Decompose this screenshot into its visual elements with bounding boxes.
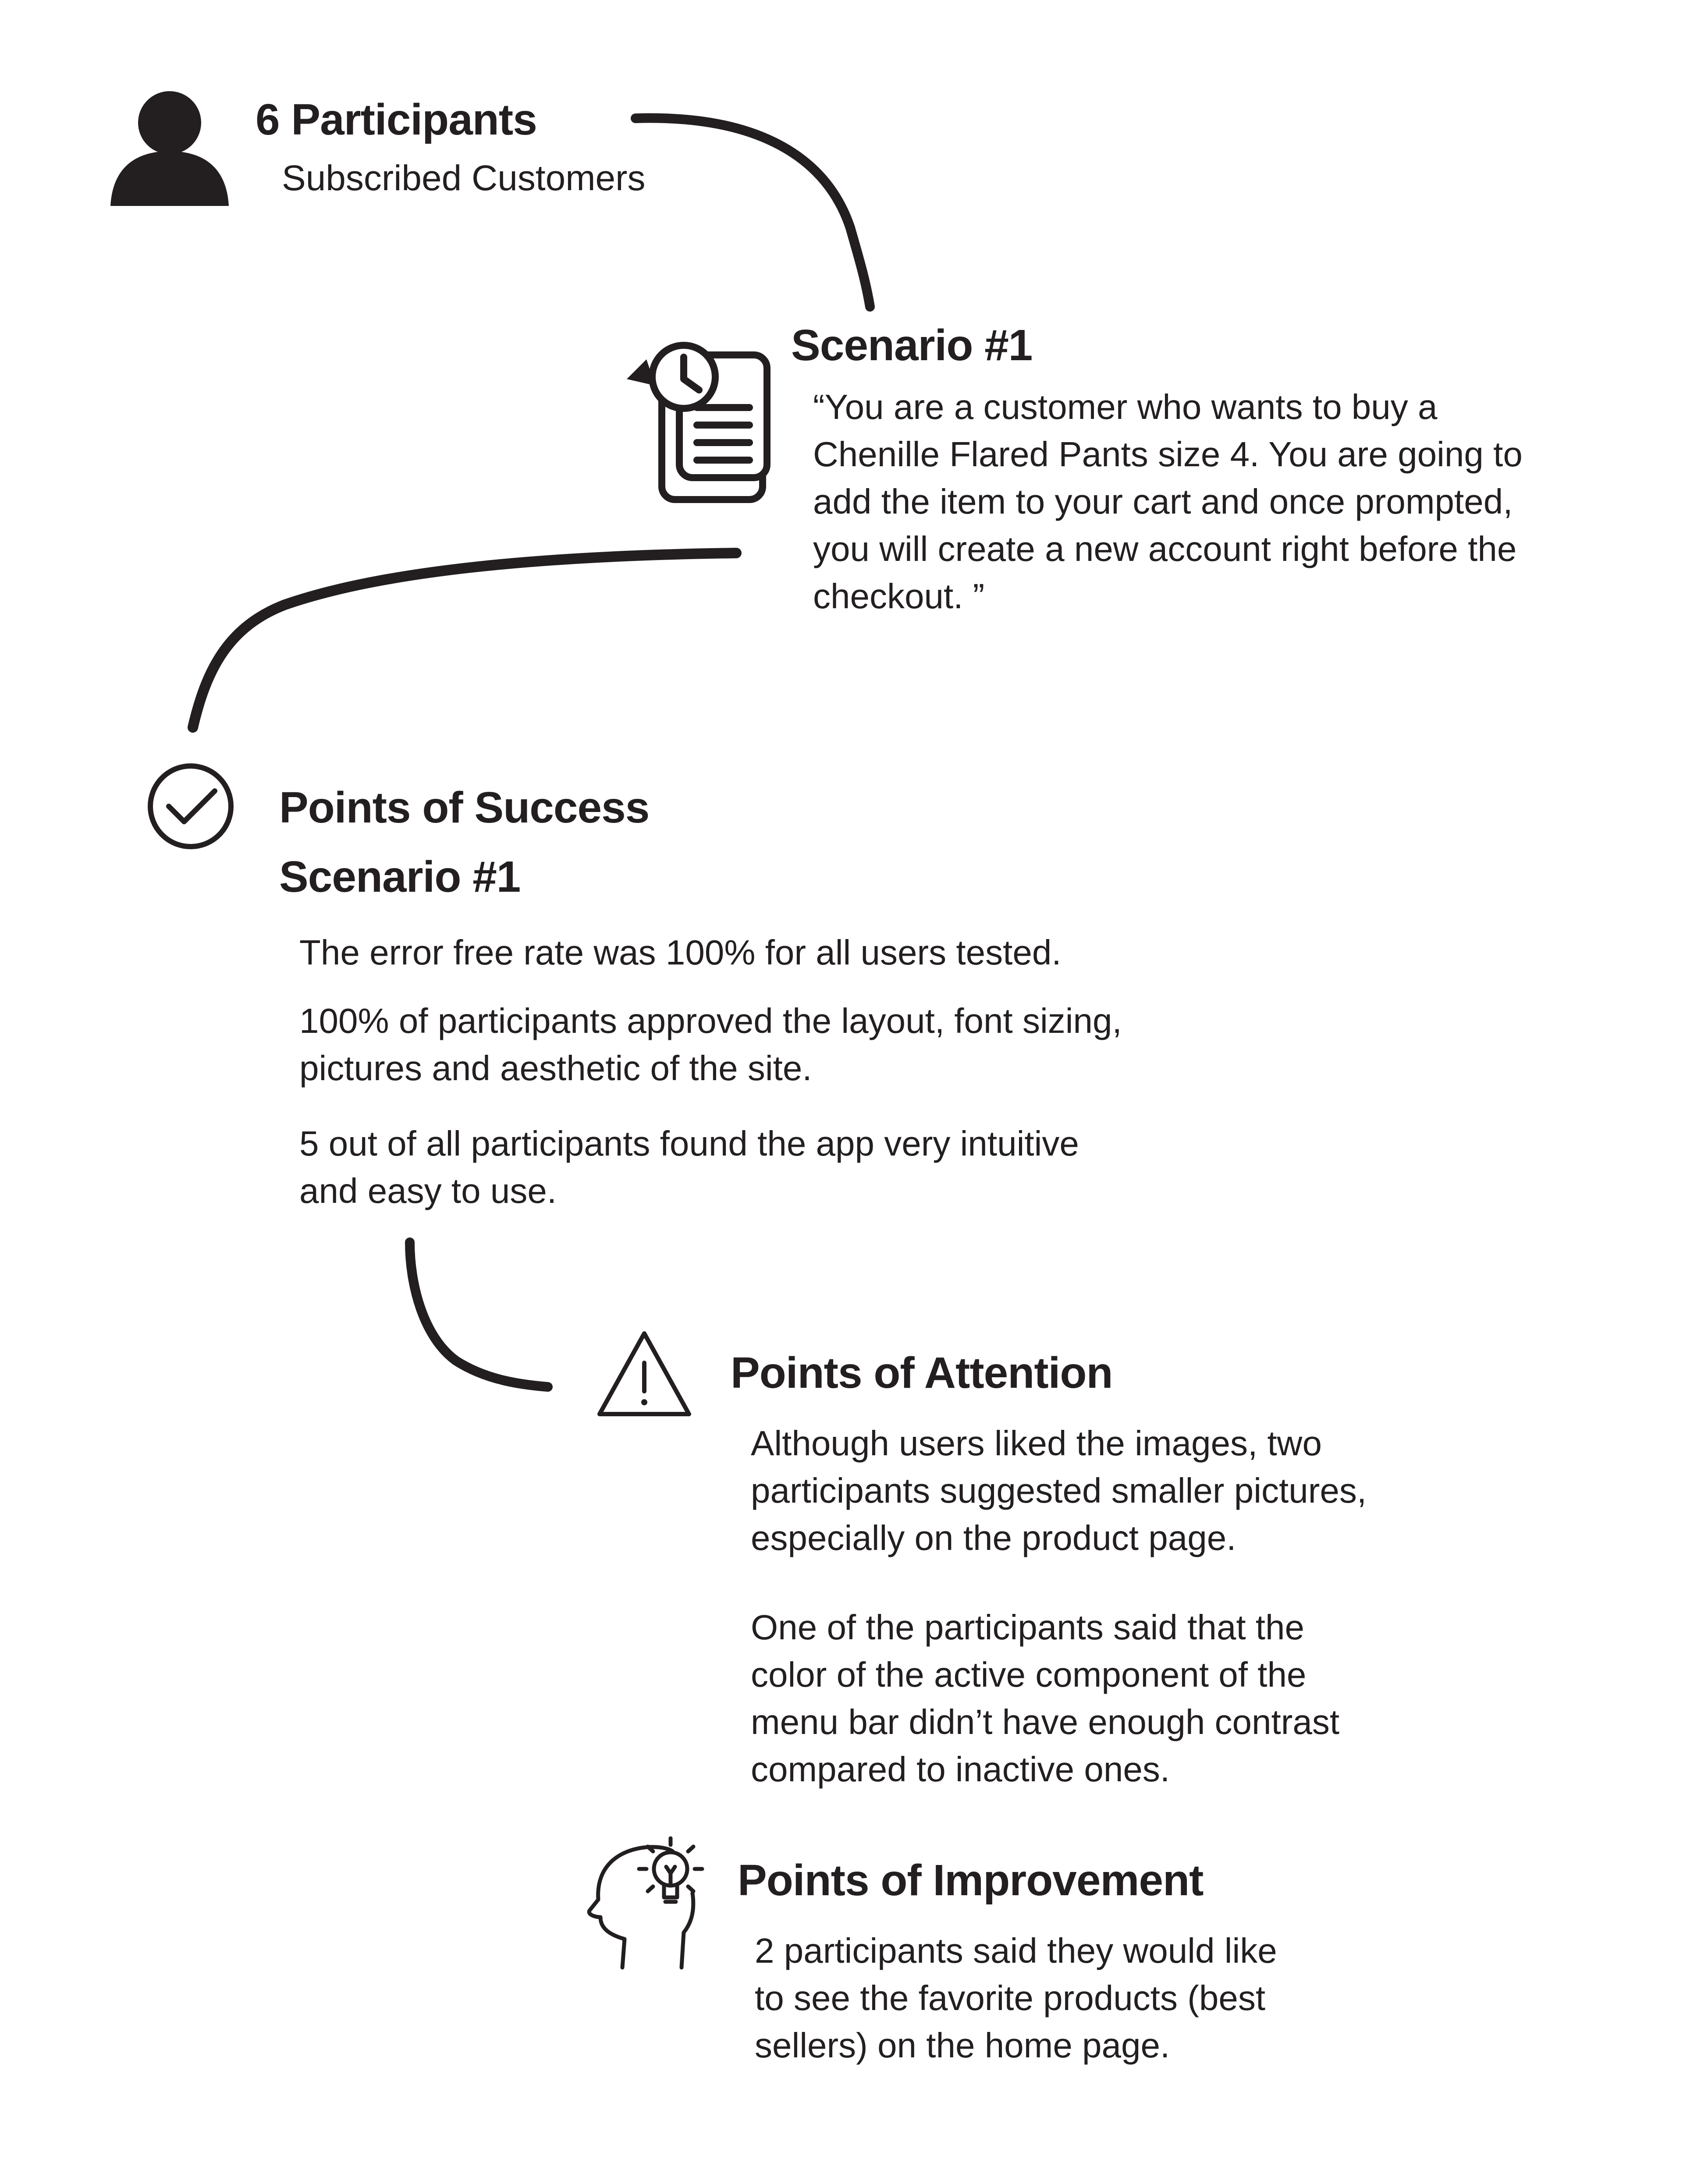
attention-point: One of the participants said that the bbox=[751, 1608, 1305, 1647]
scenario-quote bbox=[813, 383, 1646, 620]
success-point: 5 out of all participants found the app very intuitive bbox=[299, 1124, 1079, 1163]
success-subtitle: Scenario #1 bbox=[279, 852, 521, 901]
attention-point: menu bar didn’t have enough contrast bbox=[751, 1702, 1340, 1741]
attention-point: participants suggested smaller pictures, bbox=[751, 1471, 1367, 1510]
head-lightbulb-icon bbox=[583, 1827, 723, 1972]
attention-point: especially on the product page. bbox=[751, 1518, 1236, 1557]
success-point: pictures and aesthetic of the site. bbox=[299, 1049, 812, 1088]
improvement-points bbox=[755, 1927, 1631, 2069]
warning-triangle-icon bbox=[596, 1330, 692, 1418]
scenario-quote-line: add the item to your cart and once prompted, bbox=[813, 482, 1513, 521]
attention-point: compared to inactive ones. bbox=[751, 1750, 1170, 1789]
check-circle-icon bbox=[147, 762, 234, 850]
attention-point: color of the active component of the bbox=[751, 1655, 1307, 1694]
scenario-title: Scenario #1 bbox=[791, 321, 1033, 370]
scenario-document-clock-icon bbox=[627, 337, 771, 504]
success-title: Points of Success bbox=[279, 783, 650, 832]
improvement-point: 2 participants said they would like bbox=[755, 1931, 1277, 1970]
attention-points bbox=[751, 1420, 1627, 1793]
success-point: and easy to use. bbox=[299, 1171, 557, 1210]
scenario-quote-line: “You are a customer who wants to buy a bbox=[813, 387, 1438, 426]
improvement-title: Points of Improvement bbox=[738, 1856, 1204, 1905]
improvement-point: sellers) on the home page. bbox=[755, 2026, 1170, 2065]
person-icon bbox=[110, 90, 229, 208]
attention-title: Points of Attention bbox=[731, 1348, 1113, 1397]
improvement-point: to see the favorite products (best bbox=[755, 1978, 1266, 2017]
attention-point: Although users liked the images, two bbox=[751, 1424, 1322, 1463]
scenario-quote-line: you will create a new account right before the bbox=[813, 529, 1517, 568]
success-points bbox=[299, 929, 1264, 1215]
participants-count: 6 Participants bbox=[256, 95, 537, 144]
success-point: 100% of participants approved the layout, font sizing, bbox=[299, 1001, 1122, 1040]
participants-type: Subscribed Customers bbox=[282, 158, 646, 198]
scenario-quote-line: checkout. ” bbox=[813, 577, 985, 616]
success-point: The error free rate was 100% for all users tested. bbox=[299, 933, 1062, 972]
scenario-quote-line: Chenille Flared Pants size 4. You are going to bbox=[813, 435, 1523, 474]
